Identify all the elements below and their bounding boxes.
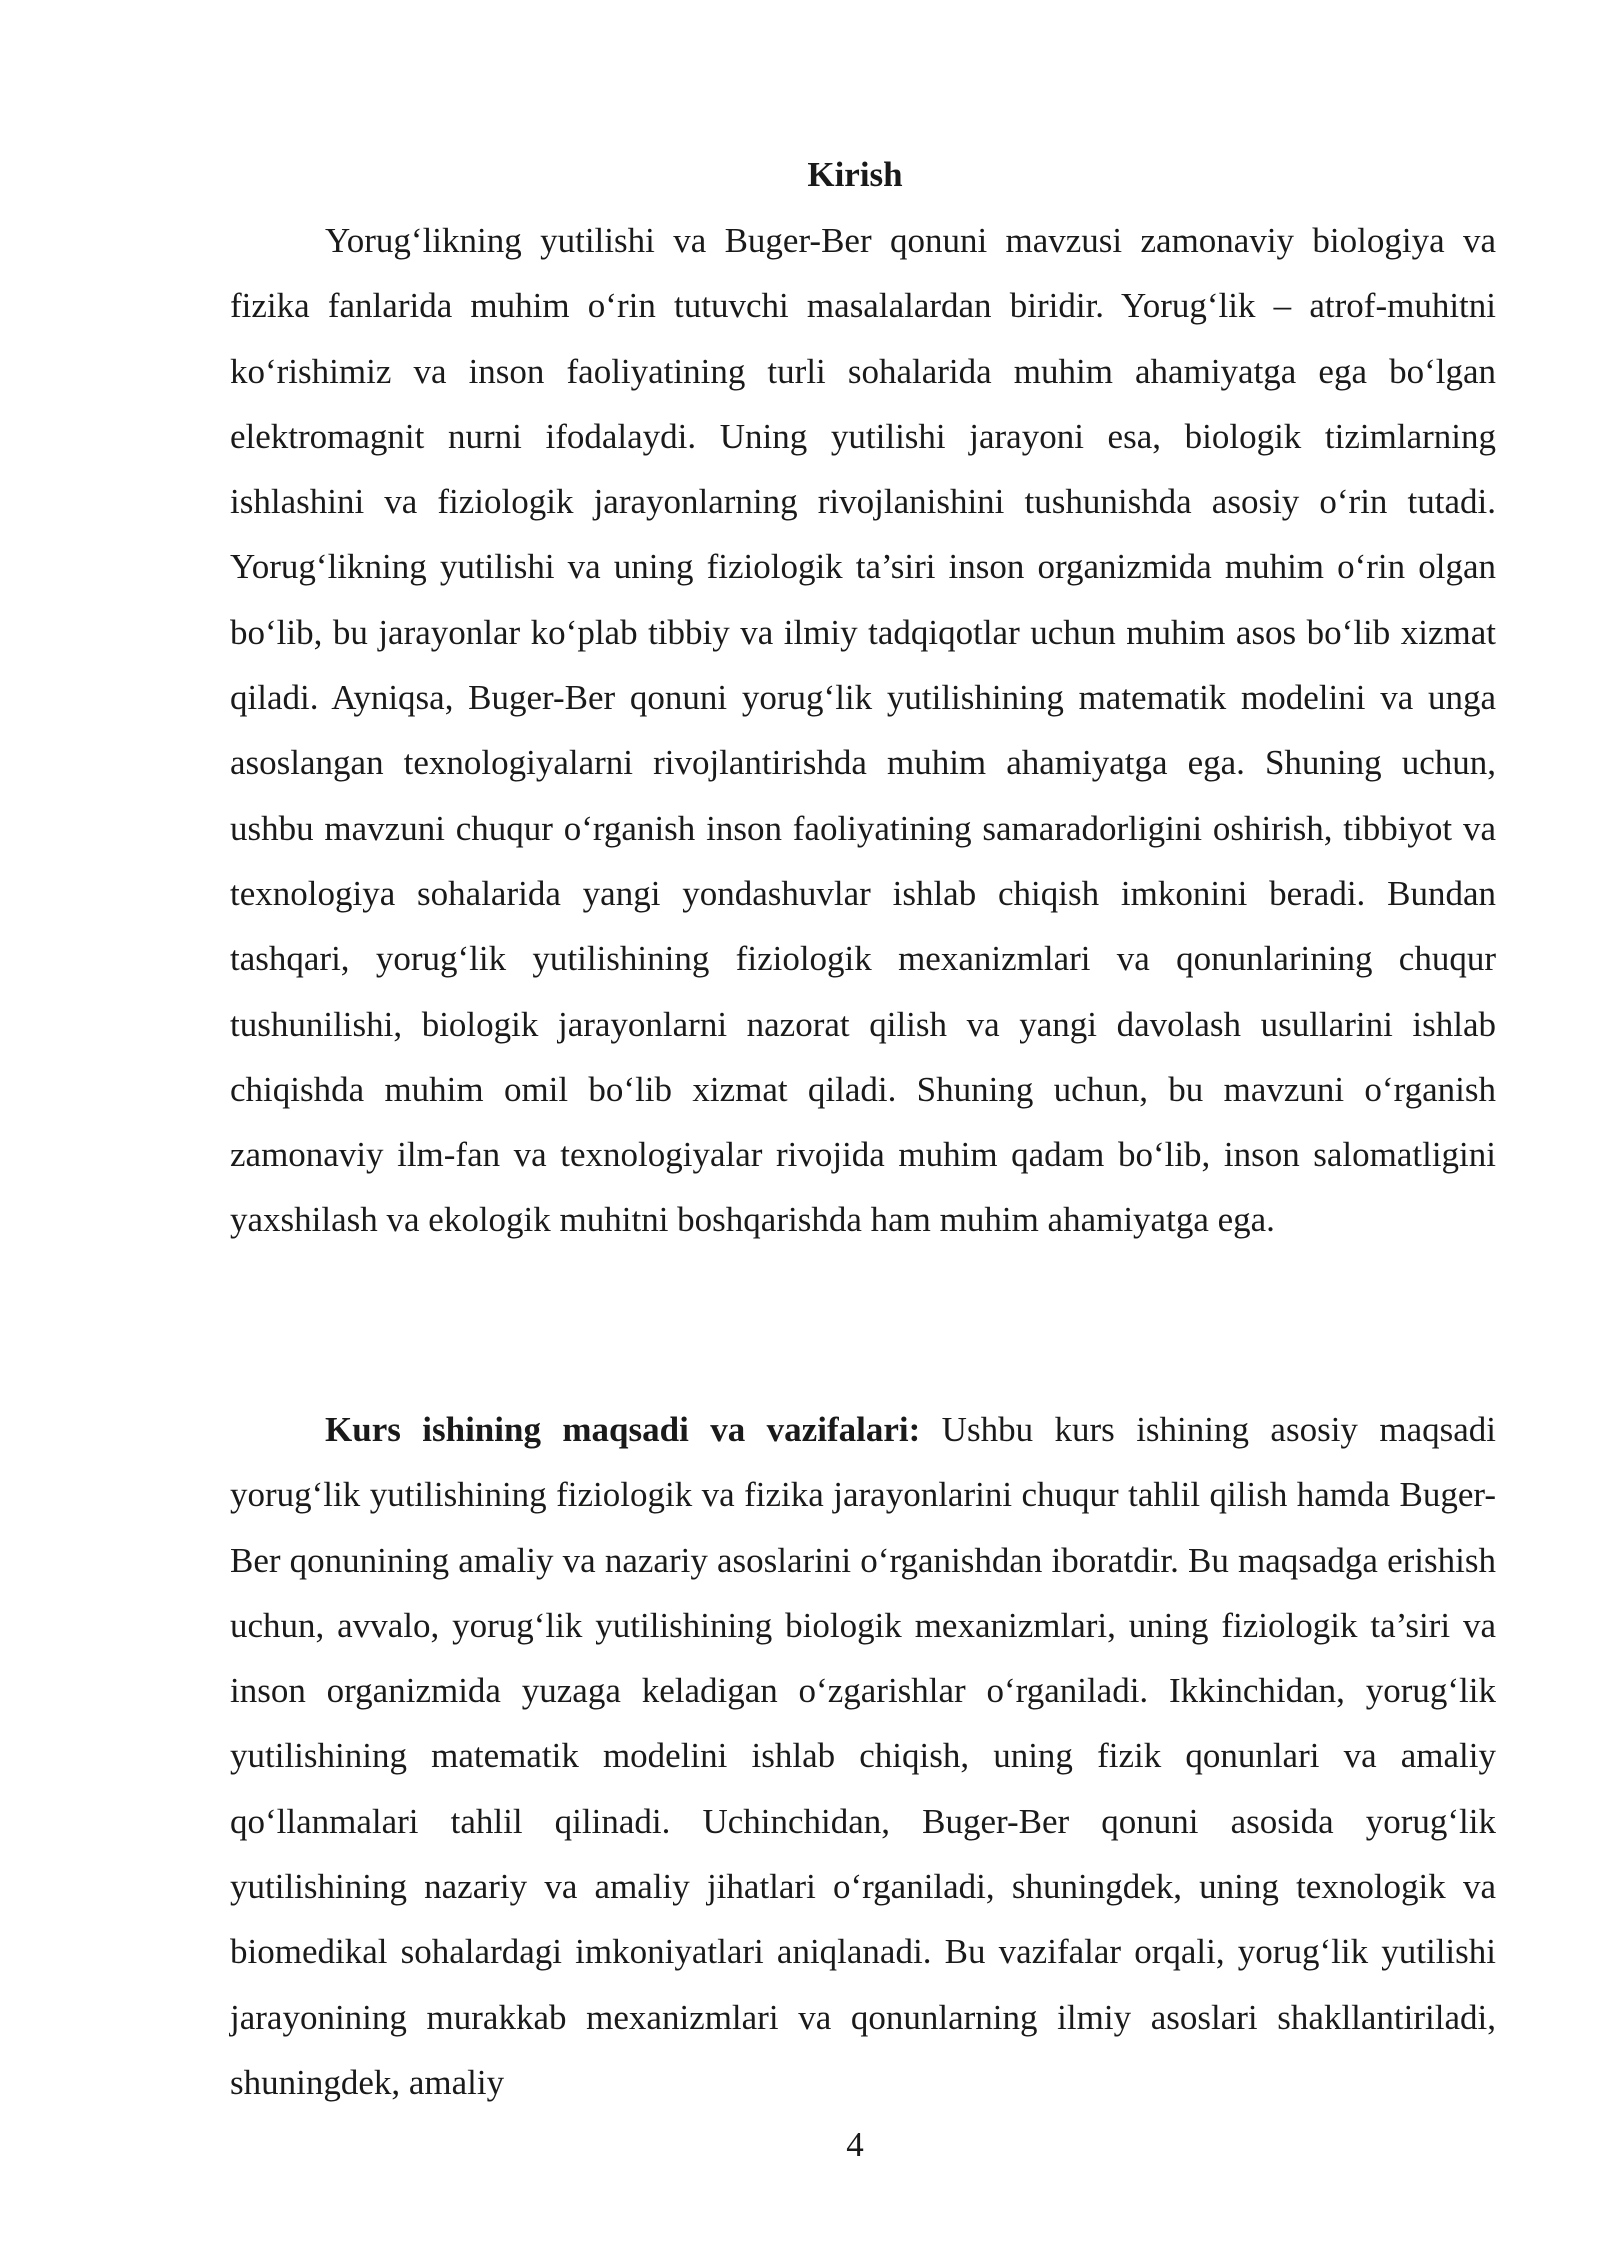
goals-paragraph: [230, 1397, 1496, 2115]
intro-paragraph: Yorug‘likning yutilishi va Buger-Ber qonuni mavzusi zamonaviy biologiya va fizika fanlarida muhim o‘rin tutuvchi masalalardan biridir. Yorug‘lik – atrof-muhitni ko‘rishimiz va inson faoliyatining turli sohalarida muhim ahamiyatga ega bo‘lgan elektromagnit nurni ifodalaydi. Uning yutilishi jarayoni esa, biologik tizimlarning ishlashini va fiziologik jarayonlarning rivojlanishini tushunishda asosiy o‘rin tutadi. Yorug‘likning yutilishi va uning fiziologik ta’siri inson organizmida muhim o‘rin olgan bo‘lib, bu jarayonlar ko‘plab tibbiy va ilmiy tadqiqotlar uchun muhim asos bo‘lib xizmat qiladi. Ayniqsa, Buger-Ber qonuni yorug‘lik yutilishining matematik modelini va unga asoslangan texnologiyalarni rivojlantirishda muhim ahamiyatga ega. Shuning uchun, ushbu mavzuni chuqur o‘rganish inson faoliyatining samaradorligini oshirish, tibbiyot va texnologiya sohalarida yangi yondashuvlar ishlab chiqish imkonini beradi. Bundan tashqari, yorug‘lik yutilishining fiziologik mexanizmlari va qonunlarining chuqur tushunilishi, biologik jarayonlarni nazorat qilish va yangi davolash usullarini ishlab chiqishda muhim omil bo‘lib xizmat qiladi. Shuning uchun, bu mavzuni o‘rganish zamonaviy ilm-fan va texnologiyalar rivojida muhim qadam bo‘lib, inson salomatligini yaxshilash va ekologik muhitni boshqarishda ham muhim ahamiyatga ega.: [230, 221, 1496, 1240]
goals-paragraph-text: Ushbu kurs ishining asosiy maqsadi yorug‘lik yutilishining fiziologik va fizika jarayonlarini chuqur tahlil qilish hamda Buger-Ber qonunining amaliy va nazariy asoslarini o‘rganishdan iboratdir. Bu maqsadga erishish uchun, avvalo, yorug‘lik yutilishining biologik mexanizmlari, uning fiziologik ta’siri va inson organizmida yuzaga keladigan o‘zgarishlar o‘rganiladi. Ikkinchidan, yorug‘lik yutilishining matematik modelini ishlab chiqish, uning fizik qonunlari va amaliy qo‘llanmalari tahlil qilinadi. Uchinchidan, Buger-Ber qonuni asosida yorug‘lik yutilishining nazariy va amaliy jihatlari o‘rganiladi, shuningdek, uning texnologik va biomedikal sohalardagi imkoniyatlari aniqlanadi. Bu vazifalar orqali, yorug‘lik yutilishi jarayonining murakkab mexanizmlari va qonunlarning ilmiy asoslari shakllantiriladi, shuningdek, amaliy: [230, 1410, 1496, 2102]
page-number: 4: [846, 2125, 864, 2164]
goals-paragraph-lead: Kurs ishining maqsadi va vazifalari:: [325, 1410, 921, 1449]
section-heading: Kirish: [807, 155, 903, 194]
